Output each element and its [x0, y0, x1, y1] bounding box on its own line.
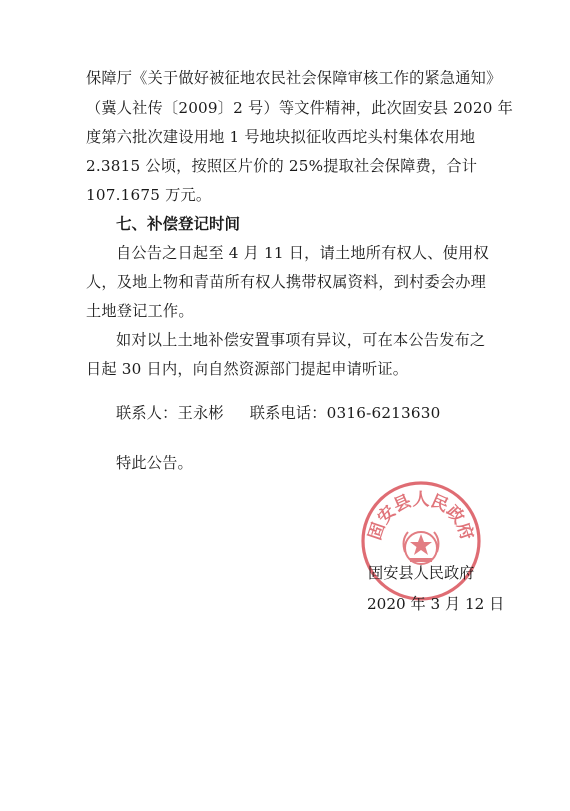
seal-text: 固安县人民政府: [365, 490, 477, 543]
paragraph-line: 日起 30 日内，向自然资源部门提起申请听证。: [86, 360, 409, 378]
paragraph-line: 土地登记工作。: [86, 302, 194, 320]
contact-person-name: 王永彬: [177, 404, 224, 422]
paragraph-line: 2.3815 公顷，按照区片价的 25%提取社会保障费，合计: [86, 157, 478, 175]
paragraph-line: 人，及地上物和青苗所有权人携带权属资料，到村委会办理: [86, 273, 487, 291]
closing-text: 特此公告。: [116, 454, 193, 472]
paragraph-line: 自公告之日起至 4 月 11 日，请土地所有权人、使用权: [116, 244, 489, 262]
paragraph-line: （冀人社传〔2009〕2 号）等文件精神，此次固安县 2020 年: [86, 99, 513, 117]
paragraph-line: 如对以上土地补偿安置事项有异议，可在本公告发布之: [116, 331, 486, 349]
paragraph-line: 保障厅《关于做好被征地农民社会保障审核工作的紧急通知》: [86, 69, 502, 87]
paragraph-line: 107.1675 万元。: [86, 186, 212, 204]
section-heading: 七、补偿登记时间: [116, 215, 241, 233]
issue-date: 2020 年 3 月 12 日: [367, 595, 505, 613]
issuing-organization: 固安县人民政府: [368, 564, 475, 582]
contact-line: [116, 402, 506, 424]
contact-person-label: 联系人：: [116, 404, 178, 422]
emblem-icon: [404, 532, 439, 564]
contact-phone-label: 联系电话：: [249, 404, 327, 422]
official-seal: [358, 478, 484, 604]
paragraph-line: 度第六批次建设用地 1 号地块拟征收西坨头村集体农用地: [86, 128, 476, 146]
contact-phone: 0316-6213630: [326, 404, 441, 422]
